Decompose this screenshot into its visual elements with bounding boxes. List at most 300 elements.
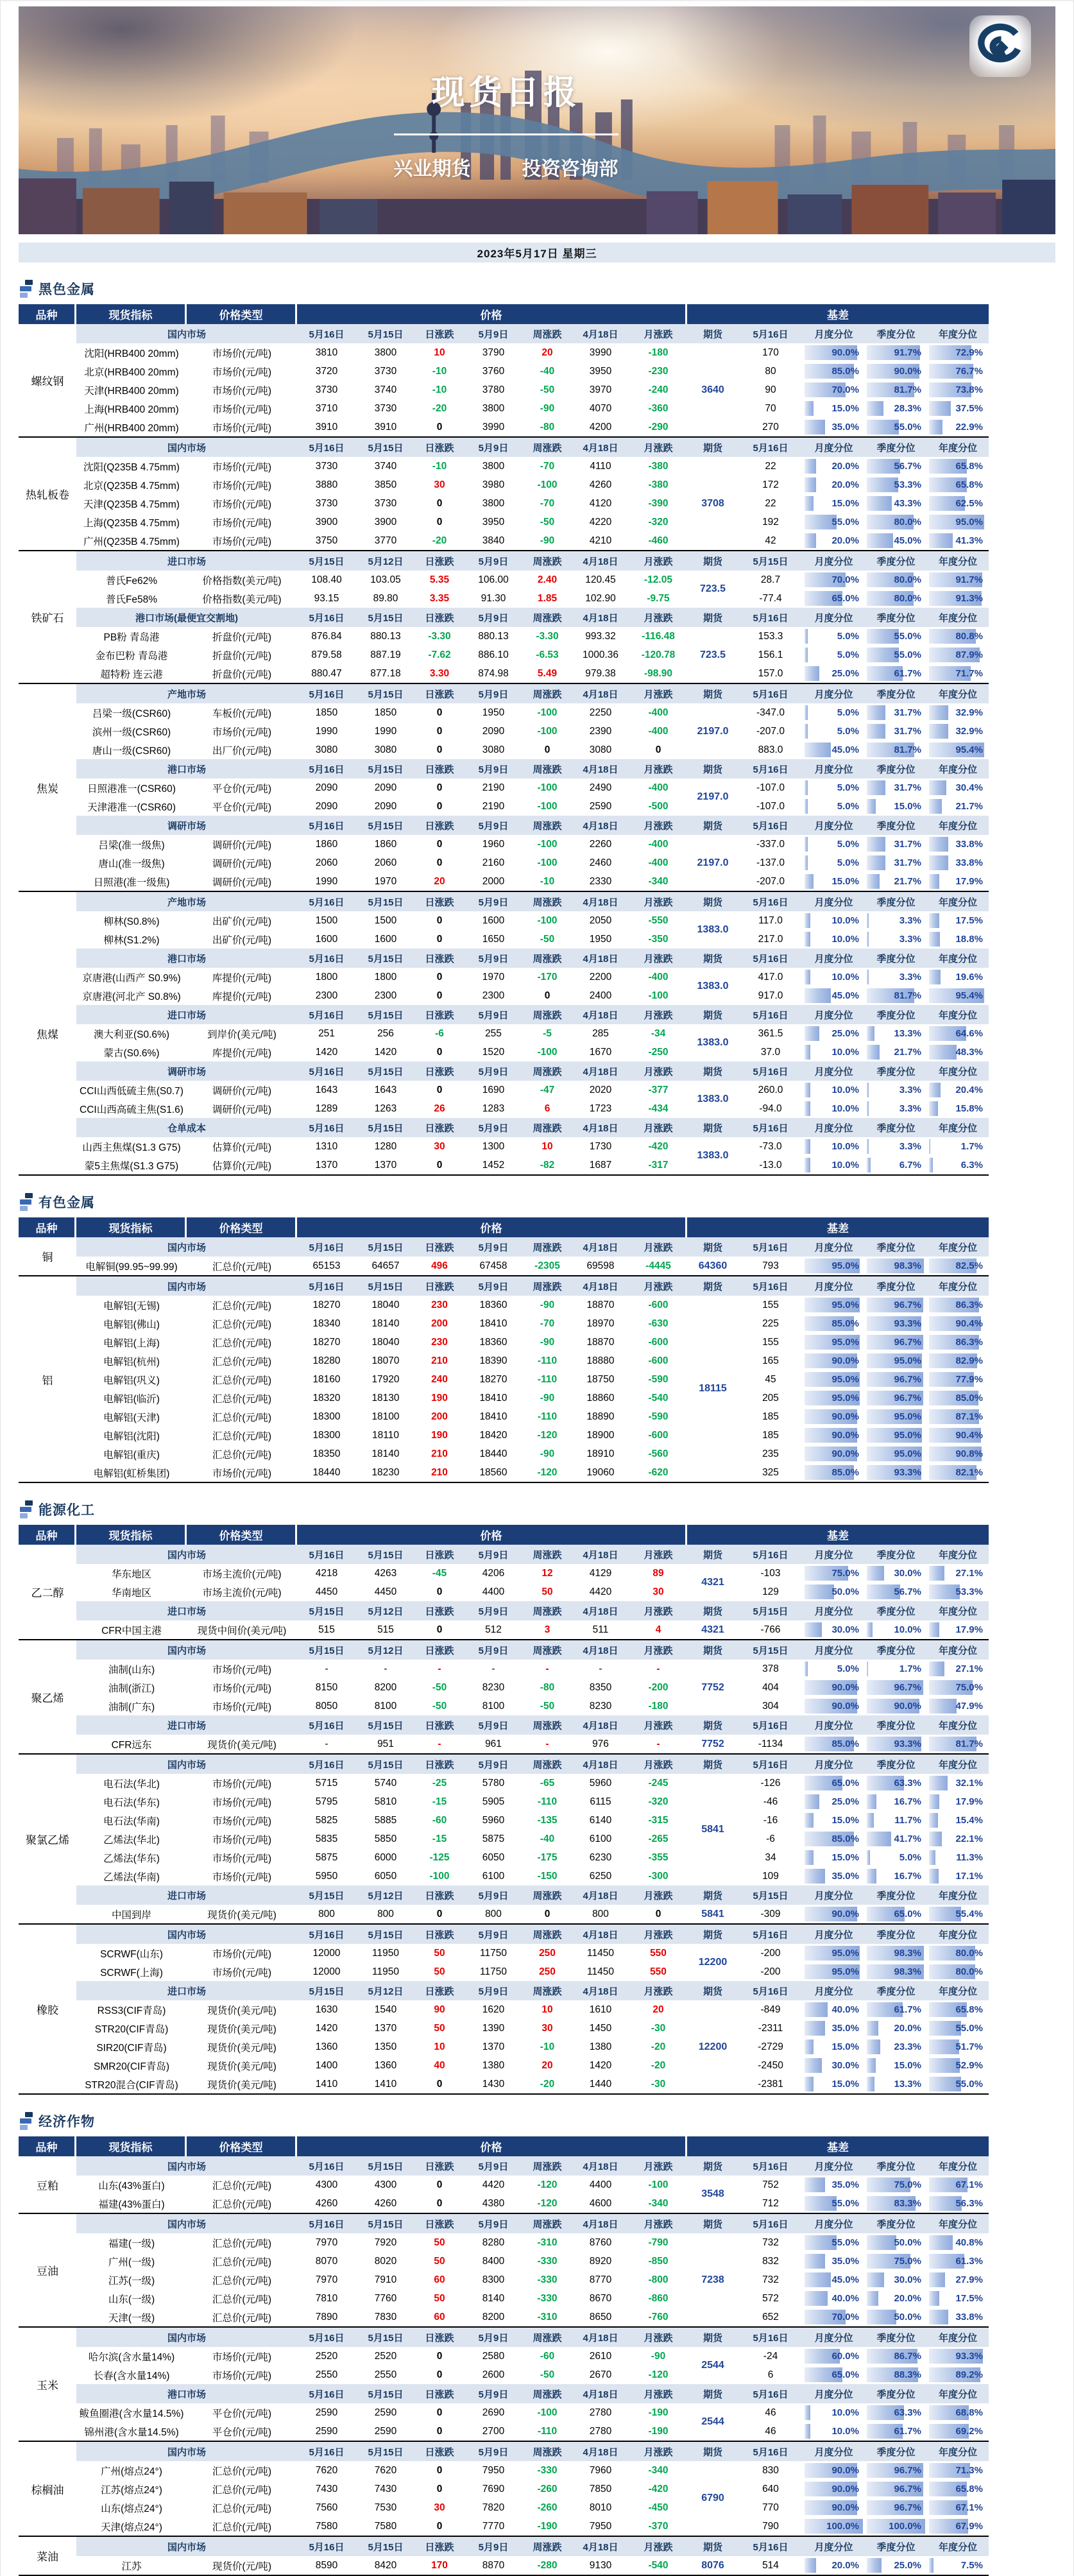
percentile-bar — [867, 705, 885, 720]
subheader-cell: 年度分位 — [938, 2541, 977, 2553]
percentile-value: 55.0% — [831, 2198, 859, 2209]
percentile-value: 62.5% — [955, 498, 983, 509]
subheader-cell: 进口市场 — [167, 1890, 206, 1902]
subheader-cell: 5月15日 — [368, 329, 404, 340]
change-cell: -434 — [648, 1103, 669, 1114]
price-cell: 876.84 — [311, 630, 342, 642]
subheader-cell: 月涨跌 — [644, 2446, 673, 2458]
subheader-cell: 5月16日 — [309, 953, 345, 965]
percentile-value: 20.0% — [894, 2023, 921, 2034]
percentile-cell — [865, 531, 927, 550]
market-group — [76, 1981, 989, 2093]
percentile-value: 90.0% — [831, 1909, 859, 1919]
subheader-cell: 期货 — [703, 2332, 722, 2344]
change-cell: 250 — [539, 1966, 556, 1977]
subheader-cell: 5月16日 — [753, 1720, 788, 1731]
subheader-cell: 年度分位 — [938, 442, 977, 454]
market-groups — [76, 438, 989, 550]
percentile-value: 91.3% — [955, 593, 983, 604]
change-cell: -47 — [540, 1084, 555, 1095]
price-cell: 285 — [592, 1027, 609, 1039]
subheader-cell: 年度分位 — [938, 2161, 977, 2172]
subheader-cell: 5月15日 — [368, 1281, 404, 1292]
percentile-value: 81.7% — [894, 744, 921, 755]
subheader-cell: 月度分位 — [814, 689, 853, 700]
percentile-value: 20.4% — [955, 1085, 983, 1095]
percentile-bar — [805, 2177, 825, 2192]
percentile-cell — [927, 968, 989, 986]
percentile-cell — [803, 722, 865, 741]
commodity-block — [19, 324, 989, 436]
subheader-row — [76, 608, 989, 627]
percentile-cell — [865, 1678, 927, 1697]
change-cell: 0 — [436, 1624, 443, 1635]
subheader-row — [76, 1925, 989, 1944]
percentile-value: 27.9% — [955, 2274, 983, 2285]
percentile-value: 10.0% — [831, 1160, 859, 1171]
group-body — [76, 703, 989, 759]
change-cell: -340 — [648, 2197, 669, 2209]
subheader-cell: 日涨跌 — [425, 1645, 454, 1656]
percentile-cell — [803, 741, 865, 759]
subheader-cell: 年度分位 — [938, 1986, 977, 1997]
percentile-bar — [805, 837, 808, 852]
percentile-cell — [927, 2308, 989, 2326]
subheader-cell: 日涨跌 — [425, 764, 454, 775]
subheader-cell: 季度分位 — [876, 1242, 916, 1253]
percentile-value: 71.3% — [955, 2465, 983, 2476]
futures-cell: 1383.0 — [697, 1037, 729, 1048]
subheader-cell: 周涨跌 — [533, 1759, 562, 1771]
subheader-row — [76, 1545, 989, 1564]
commodity-name: 豆粕 — [37, 2179, 58, 2192]
change-cell: 89 — [652, 1567, 664, 1579]
commodity-block — [19, 683, 989, 891]
percentile-bar — [929, 855, 948, 870]
price-cell: 7620 — [315, 2464, 338, 2476]
change-cell: 0 — [436, 707, 443, 718]
price-type-cell: 汇总价(元/吨) — [212, 2503, 272, 2514]
section — [19, 279, 1055, 1176]
price-cell: 2590 — [374, 2407, 397, 2418]
price-type-cell: 平仓价(元/吨) — [212, 2426, 272, 2438]
percentile-cell — [927, 2176, 989, 2194]
percentile-cell — [865, 1257, 927, 1275]
percentile-bar — [867, 1794, 876, 1809]
price-cell: 2090 — [374, 800, 397, 812]
price-cell: 18040 — [371, 1336, 400, 1348]
change-cell: -100 — [648, 990, 669, 1001]
percentile-bar — [805, 2021, 825, 2036]
percentile-bar — [867, 1139, 869, 1154]
subheader-row — [76, 2442, 989, 2461]
percentile-cell — [927, 835, 989, 854]
percentile-bar — [805, 2254, 825, 2269]
subheader-cell: 月度分位 — [814, 1549, 853, 1561]
change-cell: -90 — [540, 1299, 555, 1310]
percentile-cell — [927, 741, 989, 759]
subheader-cell: 5月9日 — [478, 442, 509, 454]
percentile-cell — [865, 2498, 927, 2517]
change-cell: -60 — [432, 1814, 447, 1826]
price-cell: 1610 — [589, 2004, 612, 2015]
percentile-bar — [867, 1158, 871, 1172]
price-cell: 800 — [318, 1908, 335, 1919]
percentile-bar — [929, 1832, 942, 1846]
price-type-cell: 现货价(美元/吨) — [207, 2005, 277, 2016]
subheader-cell: 5月16日 — [309, 764, 345, 775]
change-cell: -260 — [537, 2483, 558, 2494]
price-type-cell: 车板价(元/吨) — [212, 708, 272, 719]
percentile-cell — [803, 494, 865, 513]
subheader-cell: 5月12日 — [368, 1986, 404, 1997]
percentile-cell — [927, 476, 989, 494]
percentile-cell — [865, 1407, 927, 1426]
price-type-cell: 市场价(元/吨) — [212, 1701, 272, 1713]
subheader-cell: 月度分位 — [814, 1606, 853, 1617]
subheader-cell: 日涨跌 — [425, 442, 454, 454]
basis-cell: 34 — [765, 1851, 776, 1863]
subheader-cell: 日涨跌 — [425, 2332, 454, 2344]
price-cell: 6100 — [482, 1870, 505, 1882]
basis-cell: -94.0 — [759, 1103, 782, 1114]
indicator-cell: 天津(Q235B 4.75mm) — [83, 499, 180, 510]
percentile-value: 90.4% — [955, 1430, 983, 1441]
price-type-cell: 市场价(元/吨) — [212, 1778, 272, 1790]
price-cell: 2460 — [589, 857, 612, 868]
percentile-cell — [803, 664, 865, 683]
percentile-value: 45.0% — [831, 990, 859, 1001]
subheader-cell: 5月16日 — [309, 2332, 345, 2344]
percentile-cell — [865, 741, 927, 759]
price-cell: 886.10 — [478, 649, 509, 660]
rows-left — [76, 2556, 687, 2575]
price-cell: 7760 — [374, 2292, 397, 2304]
change-cell: -6.53 — [536, 649, 559, 660]
price-cell: 1370 — [315, 1159, 338, 1171]
subheader-cell: 年度分位 — [938, 612, 977, 624]
percentile-cell — [865, 1043, 927, 1061]
indicator-cell: CFR远东 — [111, 1739, 152, 1751]
market-group — [76, 1276, 989, 1482]
subheader-cell: 周涨跌 — [533, 2332, 562, 2344]
subheader-cell: 日涨跌 — [425, 1122, 454, 1134]
market-group — [76, 324, 989, 436]
percentile-cell — [865, 2366, 927, 2384]
commodity-block — [19, 1639, 989, 1753]
col-header-basis: 基差 — [687, 1217, 989, 1237]
indicator-cell: 福建(一级) — [108, 2238, 155, 2249]
col-header-price: 价格 — [297, 1525, 687, 1545]
subheader-cell: 4月18日 — [583, 1549, 618, 1561]
price-cell: 1690 — [482, 1084, 505, 1095]
commodity-name: 铁矿石 — [31, 612, 64, 624]
rows-left — [76, 2233, 687, 2326]
section-table — [19, 2136, 989, 2576]
price-cell: 8760 — [589, 2237, 612, 2248]
percentile-bar — [929, 1850, 935, 1865]
indicator-cell: 吕梁(准一级焦) — [98, 839, 165, 851]
percentile-value: 27.1% — [955, 1568, 983, 1579]
subheader-cell: 季度分位 — [876, 764, 916, 775]
commodity-name: 铜 — [42, 1251, 53, 1264]
subheader-cell: 周涨跌 — [533, 1606, 562, 1617]
price-cell: 4400 — [589, 2179, 612, 2190]
change-cell: -10 — [540, 2041, 555, 2052]
percentile-value: 15.0% — [894, 2060, 921, 2071]
basis-cell: 917.0 — [758, 990, 783, 1001]
percentile-value: 13.3% — [894, 1028, 921, 1039]
percentile-cell — [803, 2038, 865, 2056]
percentile-cell — [865, 835, 927, 854]
percentile-value: 10.0% — [831, 1103, 859, 1114]
subheader-cell: 月涨跌 — [644, 442, 673, 454]
price-cell: 3740 — [374, 384, 397, 395]
basis-cell: 37.0 — [760, 1046, 781, 1058]
commodity-name: 乙二醇 — [31, 1587, 64, 1599]
price-type-cell: 到岸价(美元/吨) — [207, 1029, 277, 1040]
subheader-cell: 5月16日 — [309, 2446, 345, 2458]
subheader-cell: 5月16日 — [309, 1122, 345, 1134]
subheader-cell: 年度分位 — [938, 897, 977, 908]
percentile-value: 30.4% — [955, 782, 983, 793]
percentile-cell — [927, 513, 989, 531]
percentile-cell — [803, 872, 865, 891]
subheader-cell: 季度分位 — [876, 1645, 916, 1656]
price-cell: 1410 — [374, 2078, 397, 2090]
subheader-cell: 5月9日 — [478, 2219, 509, 2230]
percentile-cell — [803, 513, 865, 531]
percentile-cell — [803, 2252, 865, 2271]
price-type-cell: 汇总价(元/吨) — [212, 2199, 272, 2210]
change-cell: 26 — [434, 1103, 445, 1114]
percentile-cell — [865, 2252, 927, 2271]
percentile-bar — [929, 1662, 944, 1676]
price-cell: 3730 — [374, 402, 397, 414]
subheader-cell: 周涨跌 — [533, 689, 562, 700]
rows-right — [738, 571, 989, 608]
subheader-cell: 期货 — [703, 1281, 722, 1292]
subheader-cell: 5月16日 — [309, 329, 345, 340]
percentile-value: 41.3% — [955, 535, 983, 546]
group-body — [76, 2000, 989, 2093]
price-cell: 5960 — [482, 1814, 505, 1826]
price-cell: 18900 — [586, 1429, 615, 1441]
percentile-cell — [803, 2194, 865, 2213]
rows-right — [738, 2403, 989, 2441]
change-cell: -460 — [648, 535, 669, 546]
subheader-cell: 期货 — [703, 764, 722, 775]
percentile-cell — [803, 1944, 865, 1962]
percentile-cell — [803, 2498, 865, 2517]
percentile-bar — [805, 1158, 810, 1172]
subheader-cell: 4月18日 — [583, 1281, 618, 1292]
market-group — [76, 1885, 989, 1923]
percentile-cell — [803, 968, 865, 986]
price-type-cell: 市场价(元/吨) — [212, 499, 272, 510]
percentile-value: 85.0% — [831, 1467, 859, 1478]
banner-subtitle — [394, 153, 618, 181]
percentile-cell — [865, 1583, 927, 1601]
percentile-value: 95.0% — [831, 1393, 859, 1404]
percentile-cell — [803, 2056, 865, 2075]
percentile-cell — [803, 1678, 865, 1697]
percentile-cell — [865, 362, 927, 381]
change-cell: 0 — [436, 2425, 443, 2437]
change-cell: 2.40 — [537, 574, 558, 585]
subheader-cell: 季度分位 — [876, 1122, 916, 1134]
price-type-cell: 市场价(元/吨) — [212, 366, 272, 378]
basis-cell: 378 — [762, 1663, 779, 1674]
change-cell: -450 — [648, 2502, 669, 2513]
group-body — [76, 457, 989, 550]
subheader-cell: 5月9日 — [478, 2446, 509, 2458]
price-cell: 2610 — [589, 2350, 612, 2362]
rows-left — [76, 703, 687, 759]
subheader-cell: 月度分位 — [814, 2219, 853, 2230]
futures-cell: 2197.0 — [697, 791, 729, 802]
percentile-value: 45.0% — [894, 535, 921, 546]
percentile-cell — [803, 835, 865, 854]
percentile-value: 45.0% — [831, 2274, 859, 2285]
percentile-bar — [867, 970, 869, 984]
price-cell: 2300 — [482, 990, 505, 1001]
rows-right — [738, 1137, 989, 1174]
rows-right — [738, 1257, 989, 1275]
subheader-cell: 国内市场 — [167, 1929, 206, 1941]
price-type-cell: 调研价(元/吨) — [212, 877, 272, 888]
percentile-value: 55.0% — [894, 631, 921, 642]
price-cell: 106.00 — [478, 574, 509, 585]
percentile-value: 86.3% — [955, 1300, 983, 1310]
rows-left — [76, 2176, 687, 2213]
percentile-value: 93.3% — [894, 1467, 921, 1478]
price-cell: 18410 — [479, 1318, 507, 1329]
percentile-cell — [927, 1333, 989, 1352]
percentile-bar — [805, 666, 819, 681]
subheader-row — [76, 1061, 989, 1081]
percentile-cell — [927, 986, 989, 1005]
subheader-cell: 4月18日 — [583, 953, 618, 965]
subheader-cell: 5月9日 — [478, 820, 509, 832]
price-type-cell: 汇总价(元/吨) — [212, 2466, 272, 2477]
percentile-cell — [927, 872, 989, 891]
percentile-value: 32.1% — [955, 1778, 983, 1789]
price-cell: 2060 — [374, 857, 397, 868]
change-cell: 0 — [436, 800, 443, 812]
price-cell: 951 — [377, 1738, 394, 1749]
change-cell: 30 — [434, 1140, 445, 1152]
subheader-cell: 5月16日 — [753, 329, 788, 340]
price-type-cell: 估算价(元/吨) — [212, 1160, 272, 1172]
price-cell: 6100 — [589, 1833, 612, 1844]
indicator-cell: 沈阳(HRB400 20mm) — [84, 348, 179, 359]
subheader-cell: 年度分位 — [938, 1606, 977, 1617]
subheader-cell: 日涨跌 — [425, 1890, 454, 1902]
percentile-value: 95.0% — [894, 1411, 921, 1422]
percentile-value: 31.7% — [894, 782, 921, 793]
indicator-cell: RSS3(CIF青岛) — [97, 2005, 166, 2016]
percentile-value: 25.0% — [831, 1028, 859, 1039]
subheader-cell: 年度分位 — [938, 1281, 977, 1292]
price-cell: 2400 — [589, 990, 612, 1001]
change-cell: -760 — [648, 2311, 669, 2323]
indicator-cell: 吕梁一级(CSR60) — [92, 708, 171, 719]
percentile-cell — [865, 2038, 927, 2056]
price-cell: 5835 — [315, 1833, 338, 1844]
table-header-row — [19, 304, 989, 324]
percentile-cell — [803, 1774, 865, 1792]
price-cell: 17920 — [371, 1373, 400, 1385]
basis-cell: 90 — [765, 384, 776, 395]
percentile-value: 17.9% — [955, 876, 983, 887]
percentile-cell — [927, 1962, 989, 1981]
rows-left — [76, 1296, 687, 1482]
percentile-value: 65.0% — [831, 593, 859, 604]
percentile-value: 10.0% — [831, 915, 859, 926]
percentile-cell — [803, 343, 865, 362]
subheader-cell: 5月16日 — [753, 1281, 788, 1292]
percentile-value: 85.0% — [831, 1739, 859, 1749]
subheader-cell: 日涨跌 — [425, 612, 454, 624]
percentile-cell — [865, 1620, 927, 1639]
indicator-cell: 电解铝(佛山) — [103, 1319, 160, 1330]
price-cell: 7960 — [589, 2464, 612, 2476]
section-bars-icon — [20, 1500, 33, 1518]
percentile-bar — [867, 496, 892, 511]
percentile-value: 90.4% — [955, 1318, 983, 1329]
percentile-value: 98.3% — [894, 1966, 921, 1977]
percentile-bar — [929, 2310, 948, 2324]
price-type-cell: 调研价(元/吨) — [212, 858, 272, 870]
percentile-bar — [929, 874, 939, 889]
subheader-cell: 月度分位 — [814, 442, 853, 454]
subheader-cell: 季度分位 — [876, 1549, 916, 1561]
basis-cell: 46 — [765, 2407, 776, 2418]
percentile-value: 61.7% — [894, 668, 921, 679]
subheader-cell: 期货 — [703, 1549, 722, 1561]
price-cell: 1450 — [589, 2022, 612, 2034]
percentile-value: 80.8% — [955, 631, 983, 642]
price-cell: 1950 — [482, 707, 505, 718]
percentile-value: 55.4% — [955, 1909, 983, 1919]
price-type-cell: 库提价(元/吨) — [212, 1047, 272, 1059]
subheader-cell: 5月9日 — [478, 1066, 509, 1078]
percentile-value: 6.7% — [899, 1160, 921, 1171]
indicator-cell: SIR20(CIF青岛) — [96, 2042, 167, 2054]
percentile-cell — [927, 1905, 989, 1923]
price-cell: 7580 — [374, 2520, 397, 2532]
change-cell: 40 — [434, 2059, 445, 2071]
percentile-cell — [803, 1660, 865, 1678]
change-cell: 0 — [436, 2179, 443, 2190]
change-cell: 0 — [544, 1908, 550, 1919]
subheader-cell: 周涨跌 — [533, 2161, 562, 2172]
percentile-bar — [805, 1794, 819, 1809]
price-type-cell: 汇总价(元/吨) — [212, 1412, 272, 1423]
indicator-cell: 天津(一级) — [108, 2312, 155, 2324]
subheader-cell: 5月16日 — [753, 689, 788, 700]
basis-cell: 640 — [762, 2483, 779, 2494]
percentile-cell — [803, 2366, 865, 2384]
change-cell: -34 — [651, 1027, 666, 1039]
percentile-value: 55.0% — [955, 2079, 983, 2090]
change-cell: 30 — [434, 2502, 445, 2513]
section-title: 有色金属 — [38, 1196, 95, 1210]
indicator-cell: 滨州一级(CSR60) — [92, 726, 171, 738]
basis-cell: 325 — [762, 1466, 779, 1478]
indicator-cell: SCRWF(山东) — [100, 1948, 163, 1960]
